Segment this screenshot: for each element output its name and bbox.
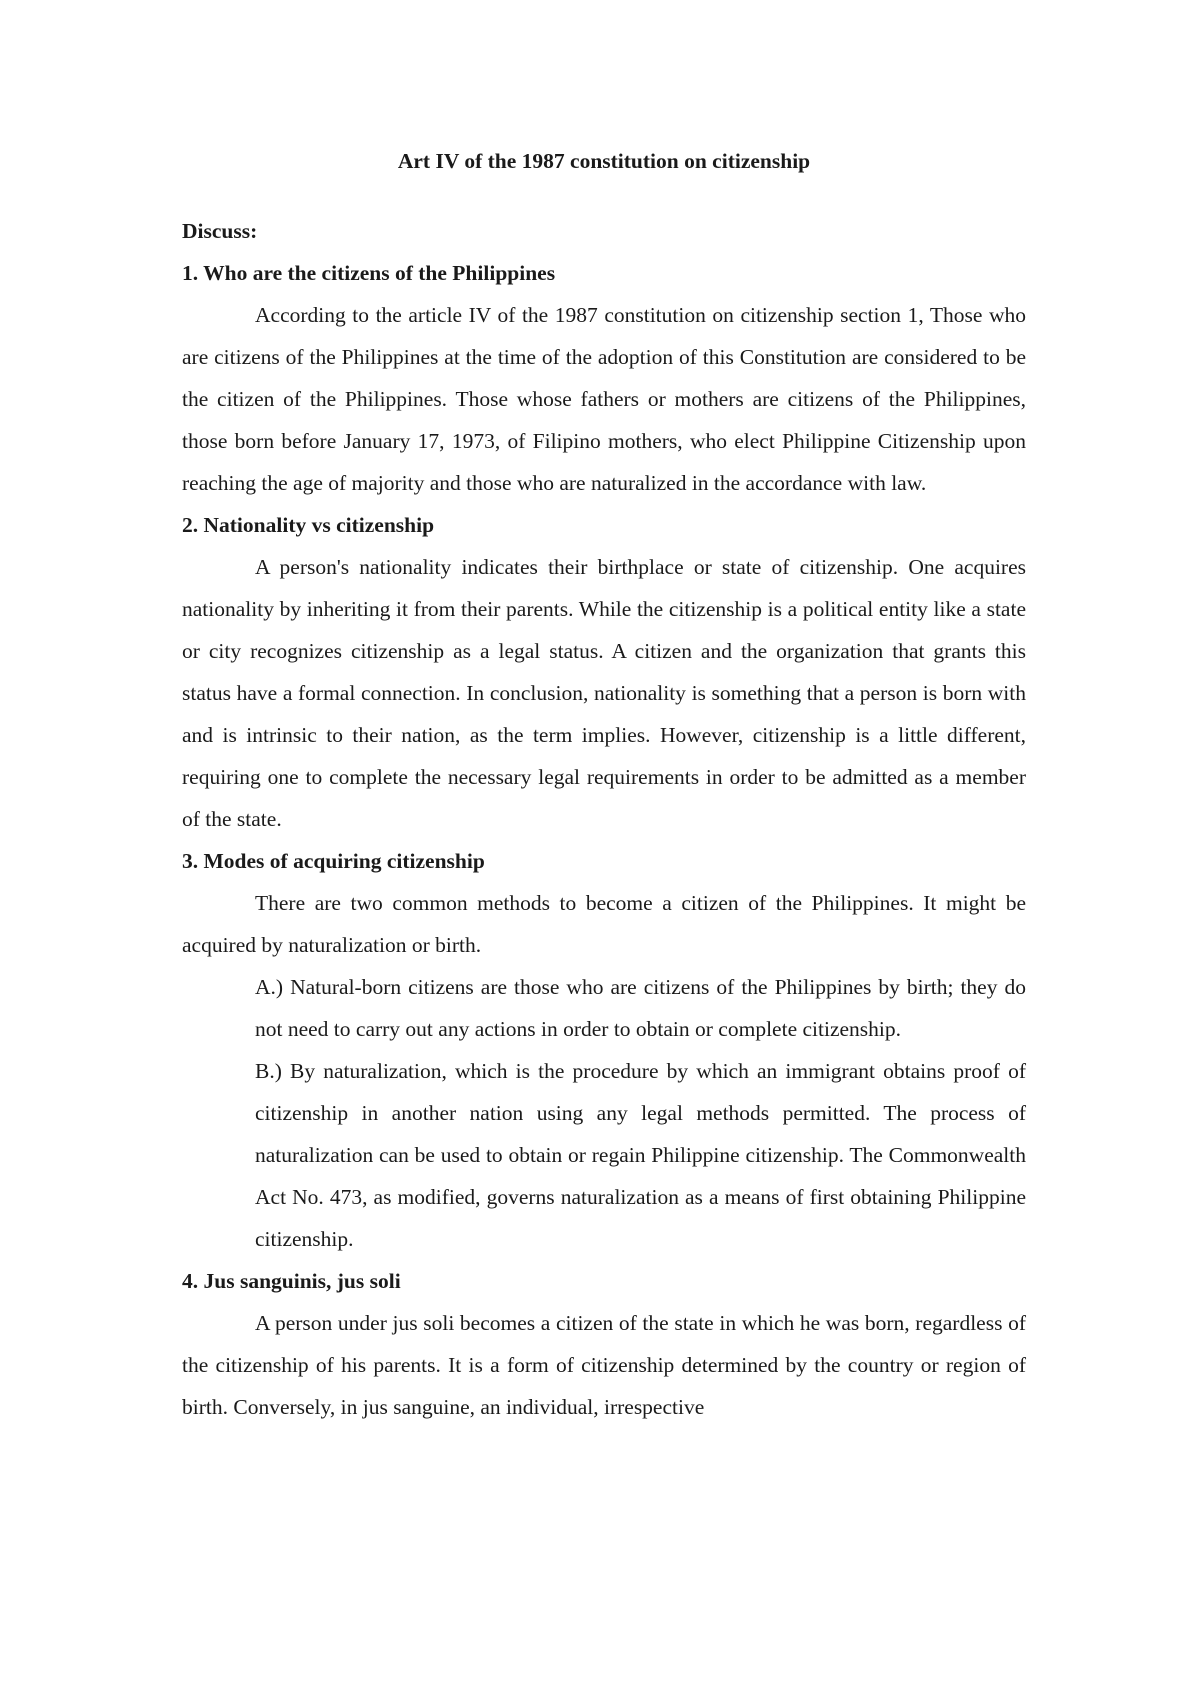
section-paragraph: There are two common methods to become a citizen of the Philippines. It might be acquired by naturalization or birth. bbox=[182, 891, 1026, 957]
document-page bbox=[182, 140, 1026, 1428]
section-paragraph: According to the article IV of the 1987 constitution on citizenship section 1, Those who are citizens of the Philippines at the time of the adoption of this Constitution are considered to be the citizen of the Philippines. Those whose fathers or mothers are citizens of the Philippines, those born before January 17, 1973, of Filipino mothers, who elect Philippine Citizenship upon reaching the age of majority and those who are naturalized in the accordance with law. bbox=[182, 303, 1026, 495]
section-heading: 4. Jus sanguinis, jus soli bbox=[182, 1269, 401, 1293]
section-heading: 2. Nationality vs citizenship bbox=[182, 513, 435, 537]
section-heading: 1. Who are the citizens of the Philippines bbox=[182, 261, 556, 285]
section-paragraph: A person under jus soli becomes a citizen of the state in which he was born, regardless of the citizenship of his parents. It is a form of citizenship determined by the country or region of birth. Conversely, in jus sanguine, an individual, irrespective bbox=[182, 1311, 1026, 1419]
section-subitem: B.) By naturalization, which is the procedure by which an immigrant obtains proof of citizenship in another nation using any legal methods permitted. The process of naturalization can be used to obtain or regain Philippine citizenship. The Commonwealth Act No. 473, as modified, governs naturalization as a means of first obtaining Philippine citizenship. bbox=[255, 1059, 1026, 1251]
document-title: Art IV of the 1987 constitution on citizenship bbox=[397, 149, 811, 173]
section-subitem: A.) Natural-born citizens are those who are citizens of the Philippines by birth; they do not need to carry out any actions in order to obtain or complete citizenship. bbox=[255, 975, 1026, 1041]
section-paragraph: A person's nationality indicates their birthplace or state of citizenship. One acquires nationality by inheriting it from their parents. While the citizenship is a political entity like a state or city recognizes citizenship as a legal status. A citizen and the organization that grants this status have a formal connection. In conclusion, nationality is something that a person is born with and is intrinsic to their nation, as the term implies. However, citizenship is a little different, requiring one to complete the necessary legal requirements in order to be admitted as a member of the state. bbox=[182, 555, 1026, 831]
discuss-label: Discuss: bbox=[182, 219, 258, 243]
section-heading: 3. Modes of acquiring citizenship bbox=[182, 849, 485, 873]
